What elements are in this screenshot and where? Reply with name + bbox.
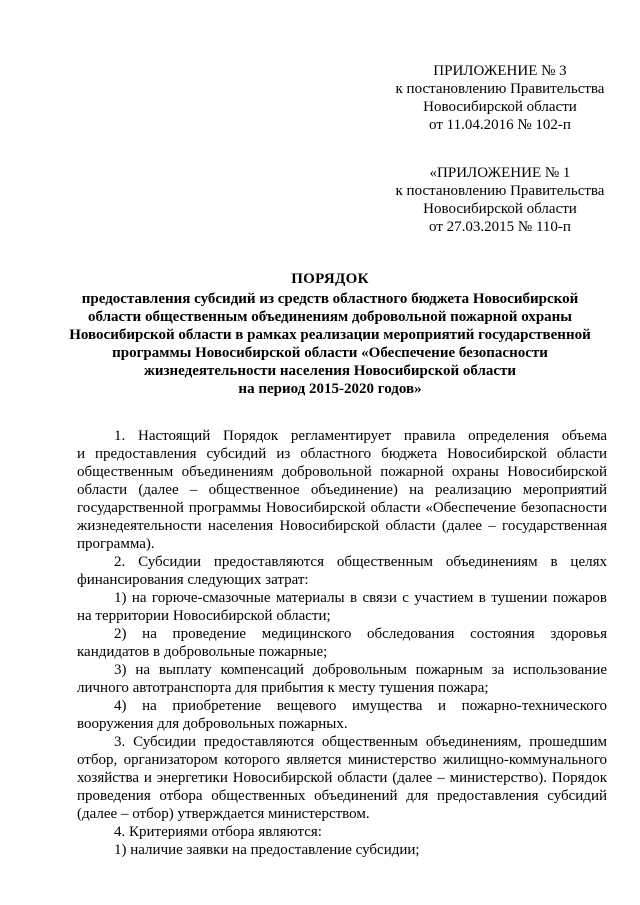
body-line: хозяйства и энергетики Новосибирской области (далее – министерство). Порядок [77,770,607,786]
body-line: жизнедеятельности населения Новосибирской области (далее – государственная [77,518,607,534]
body-line: 2. Субсидии предоставляются общественным объединениям в целях [114,554,607,570]
appendix-region: Новосибирской области [423,99,577,115]
appendix-date-number: от 27.03.2015 № 110-п [429,219,571,235]
appendix-reference: к постановлению Правительства [395,183,605,199]
appendix-region: Новосибирской области [423,201,577,217]
body-line: 4. Критериями отбора являются: [114,824,322,840]
document-body [77,427,607,859]
title-line: на период 2015-2020 годов» [238,381,422,397]
body-line: отбор, организатором которого является министерство жилищно-коммунального [77,752,607,768]
body-line: государственной программы Новосибирской области «Обеспечение безопасности [77,500,607,516]
body-line: 3. Субсидии предоставляются общественным объединениям, прошедшим [114,734,607,750]
appendix-reference: к постановлению Правительства [395,81,605,97]
body-line: личного автотранспорта для прибытия к месту тушения пожара; [77,680,489,696]
title-line: области общественным объединениям добровольной пожарной охраны [87,309,573,325]
document-title [60,270,600,398]
body-line: вооружения для добровольных пожарных. [77,716,348,732]
title-line: программы Новосибирской области «Обеспечение безопасности [112,345,548,361]
appendix-date-number: от 11.04.2016 № 102-п [429,117,571,133]
body-line: 4) на приобретение вещевого имущества и пожарно-технического [114,698,607,714]
title-line: Новосибирской области в рамках реализации мероприятий государственной [69,327,591,343]
body-line: 2) на проведение медицинского обследования состояния здоровья [114,626,607,642]
body-line: кандидатов в добровольные пожарные; [77,644,328,660]
appendix-title: ПРИЛОЖЕНИЕ № 3 [433,63,567,79]
body-line: общественным объединениям добровольной пожарной охраны Новосибирской [77,464,607,480]
body-line: программа). [77,536,155,552]
body-line: на территории Новосибирской области; [77,608,331,624]
appendix-header-original [370,164,630,236]
body-line: финансирования следующих затрат: [77,572,309,588]
body-line: 1. Настоящий Порядок регламентирует правила определения объема [114,428,607,444]
body-line: проведения отбора общественных объединений для предоставления субсидий [77,788,607,804]
body-line: 1) на горюче-смазочные материалы в связи с участием в тушении пожаров [114,590,607,606]
body-line: 3) на выплату компенсаций добровольным пожарным за использование [114,662,607,678]
appendix-header-current [370,62,630,134]
title-line: жизнедеятельности населения Новосибирской области [143,363,517,379]
appendix-title: «ПРИЛОЖЕНИЕ № 1 [429,165,571,181]
title-heading: ПОРЯДОК [291,271,369,287]
body-line: 1) наличие заявки на предоставление субсидии; [114,842,420,858]
body-line: (далее – отбор) утверждается министерством. [77,806,370,822]
title-line: предоставления субсидий из средств областного бюджета Новосибирской [81,291,579,307]
body-line: и предоставления субсидий из областного бюджета Новосибирской области [77,446,607,462]
body-line: области (далее – общественное объединение) на реализацию мероприятий [77,482,607,498]
